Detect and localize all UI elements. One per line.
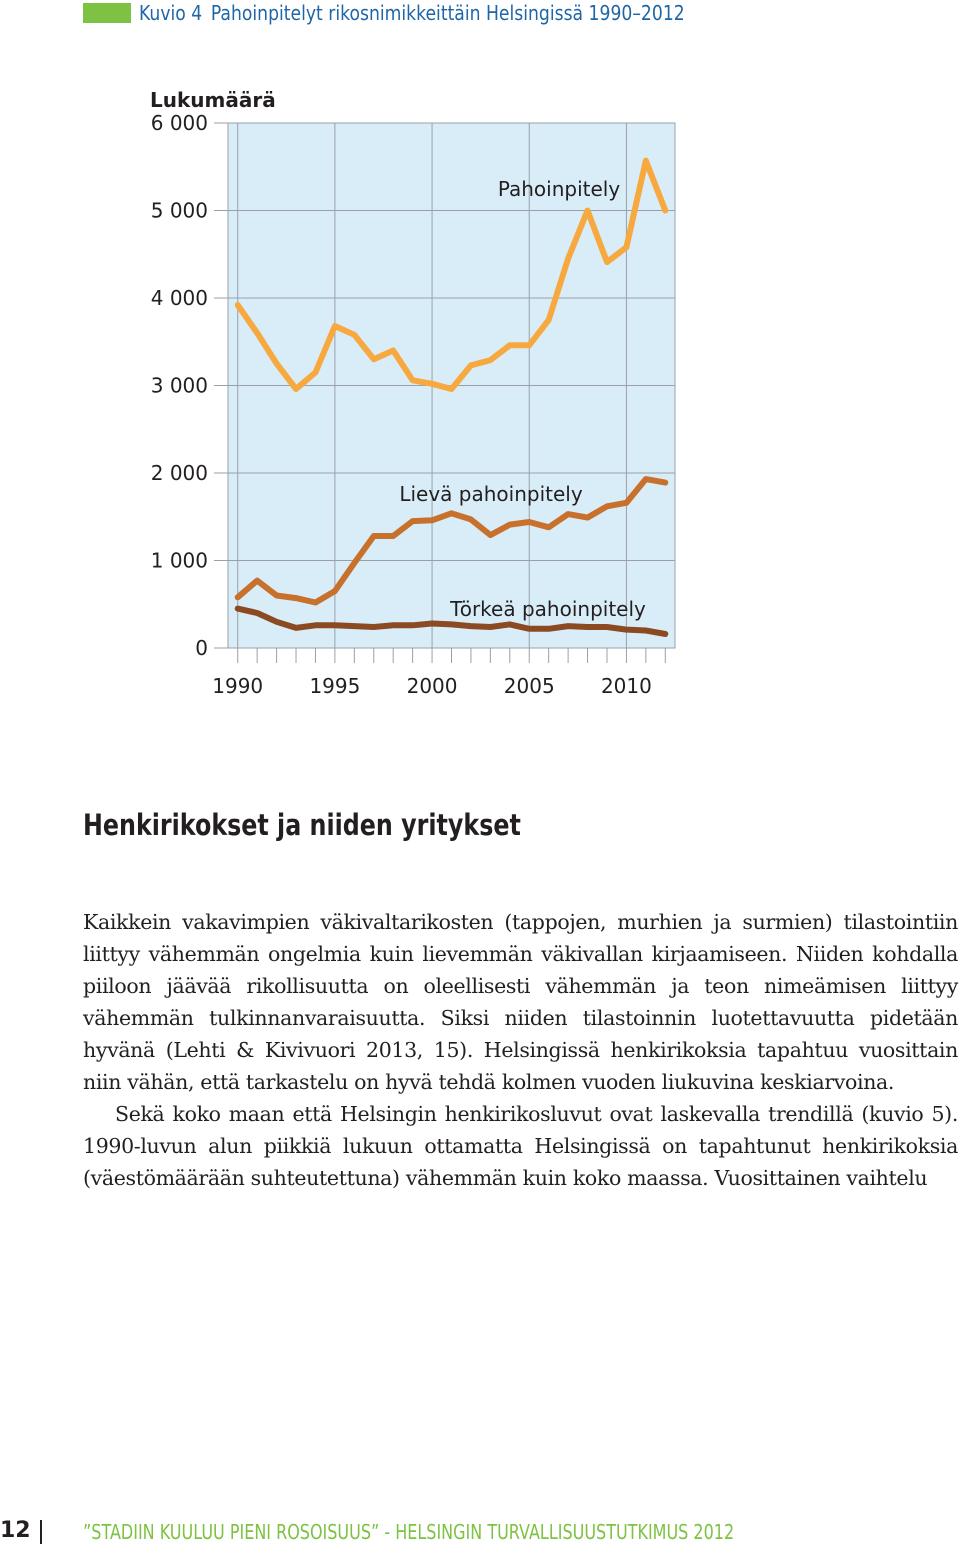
figure-caption-text: Pahoinpitelyt rikosnimikkeittäin Helsingissä 1990–2012 xyxy=(210,1,685,25)
body-text xyxy=(83,906,958,1194)
line-chart xyxy=(0,70,960,730)
page-number: 12 xyxy=(0,1518,31,1543)
y-tick-label: 2 000 xyxy=(150,461,208,485)
figure-header xyxy=(83,0,774,26)
figure-marker xyxy=(83,3,131,23)
paragraph-1: Kaikkein vakavimpien väkivaltarikosten (tappojen, murhien ja surmien) tilastointiin liittyy vähemmän ongelmia kuin lievemmän väkivallan kirjaamiseen. Niiden kohdalla piiloon jäävää rikollisuutta on oleellisesti vähemmän ja teon nimeämisen liittyy vähemmän tulkinnanvaraisuutta. Siksi niiden tilastoinnin luotettavuutta pidetään hyvänä (Lehti & Kivivuori 2013, 15). Helsingissä henkirikoksia tapahtuu vuosittain niin vähän, että tarkastelu on hyvä tehdä kolmen vuoden liukuvina keskiarvoina. xyxy=(83,910,958,1094)
footer-title: ”STADIIN KUULUU PIENI ROSOISUUS” - HELSINGIN TURVALLISUUSTUTKIMUS 2012 xyxy=(83,1520,735,1544)
footer-divider xyxy=(40,1520,42,1544)
page-footer xyxy=(0,1518,960,1546)
figure-number: Kuvio 4 xyxy=(139,1,203,25)
y-tick-label: 0 xyxy=(195,636,208,660)
x-tick-label: 2010 xyxy=(600,674,652,698)
x-tick-label: 1990 xyxy=(212,674,264,698)
figure-caption xyxy=(139,1,685,25)
series-label: Lievä pahoinpitely xyxy=(399,482,583,506)
section-title: Henkirikokset ja niiden yritykset xyxy=(83,808,521,842)
y-tick-label: 3 000 xyxy=(150,373,208,398)
x-tick-label: 2005 xyxy=(503,674,555,698)
x-tick-label: 1995 xyxy=(309,674,361,698)
y-axis-title: Lukumäärä xyxy=(150,88,276,112)
series-label: Pahoinpitely xyxy=(497,177,621,201)
y-tick-label: 5 000 xyxy=(150,198,208,223)
y-tick-label: 4 000 xyxy=(150,286,208,310)
series-label: Törkeä pahoinpitely xyxy=(450,597,646,621)
y-tick-label: 1 000 xyxy=(150,548,208,573)
y-tick-label: 6 000 xyxy=(150,111,208,135)
paragraph-2: Sekä koko maan että Helsingin henkirikosluvut ovat laskevalla trendillä (kuvio 5). 1990-luvun alun piikkiä lukuun ottamatta Helsingissä on tapahtunut henkirikoksia (väestömäärään suhteutettuna) vähemmän kuin koko maassa. Vuosittainen vaihtelu xyxy=(83,1102,958,1190)
x-tick-label: 2000 xyxy=(406,674,458,698)
